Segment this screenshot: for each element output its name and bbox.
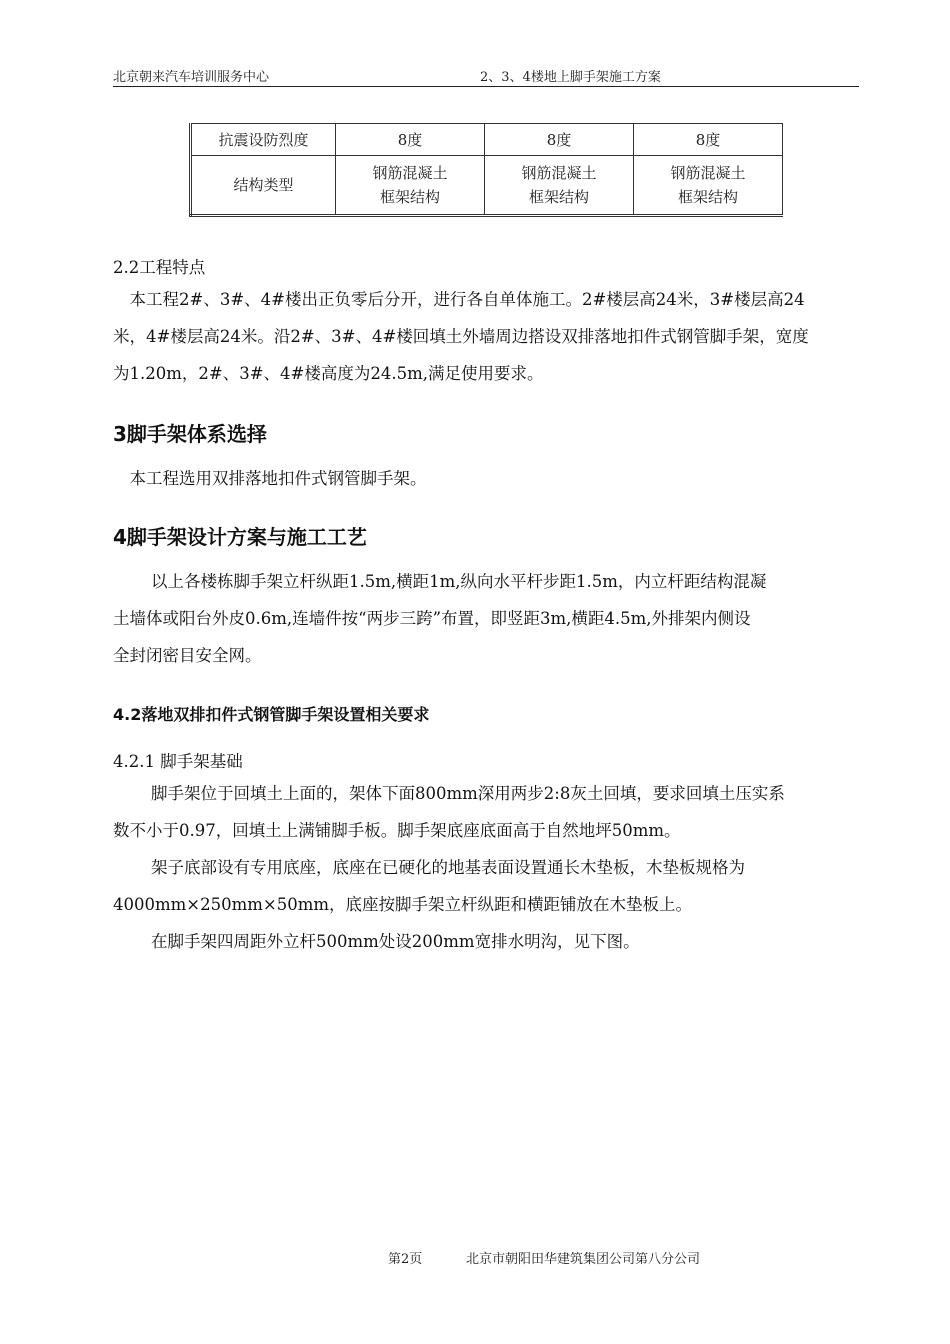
paragraph-line: 以上各楼栋脚手架立杆纵距1.5m,横距1m,纵向水平杆步距1.5m，内立杆距结构混凝: [151, 572, 767, 591]
paragraph-line: 为1.20m，2#、3#、4#楼高度为24.5m,满足使用要求。: [113, 364, 544, 383]
table-cell-line: 钢筋混凝土: [670, 164, 746, 182]
section-heading-4-2: 4.2落地双排扣件式钢管脚手架设置相关要求: [113, 705, 430, 724]
table-cell-line: 框架结构: [379, 188, 440, 206]
paragraph-line: 数不小于0.97，回填土上满铺脚手板。脚手架底座底面高于自然地坪50mm。: [113, 821, 681, 840]
paragraph-line: 全封闭密目安全网。: [113, 646, 262, 665]
table-cell-line: 框架结构: [528, 188, 589, 206]
table-row-label: 抗震设防烈度: [191, 124, 336, 156]
section-3-paragraph: [113, 460, 859, 497]
header-organization: 北京朝来汽车培训服务中心: [113, 70, 270, 85]
table-cell: 8度: [336, 124, 485, 156]
paragraph-line: 在脚手架四周距外立杆500mm处设200mm宽排水明沟，见下图。: [151, 932, 640, 951]
table-cell-line: 钢筋混凝土: [372, 164, 448, 182]
footer-company: 北京市朝阳田华建筑集团公司第八分公司: [466, 1252, 701, 1267]
foundation-paragraph-2: [113, 849, 859, 923]
section-heading-3: 3脚手架体系选择: [113, 422, 267, 446]
table-row: [191, 156, 783, 216]
section-2-2-paragraph: [113, 281, 859, 392]
footer-page-number: 第2页: [388, 1252, 423, 1267]
table-cell: [634, 156, 783, 216]
section-4-paragraph: [113, 563, 859, 674]
table-cell: [336, 156, 485, 216]
paragraph-line: 本工程选用双排落地扣件式钢管脚手架。: [113, 469, 427, 488]
paragraph-line: 米，4#楼层高24米。沿2#、3#、4#楼回填土外墙周边搭设双排落地扣件式钢管脚手架，宽度: [113, 327, 809, 346]
table-row: [191, 124, 783, 156]
table-cell: [485, 156, 634, 216]
section-heading-4: 4脚手架设计方案与施工工艺: [113, 525, 367, 549]
paragraph-line: 本工程2#、3#、4#楼出正负零后分开，进行各自单体施工。2#楼层高24米，3#楼层高24: [113, 290, 805, 309]
paragraph-line: 土墙体或阳台外皮0.6m,连墙件按“两步三跨”布置，即竖距3m,横距4.5m,外排架内侧设: [113, 609, 751, 628]
table-cell: 8度: [485, 124, 634, 156]
paragraph-line: 脚手架位于回填土上面的，架体下面800mm深用两步2:8灰土回填，要求回填土压实系: [151, 784, 785, 803]
table-cell-line: 钢筋混凝土: [521, 164, 597, 182]
building-spec-table: [189, 123, 783, 217]
paragraph-line: 4000mm×250mm×50mm，底座按脚手架立杆纵距和横距铺放在木垫板上。: [113, 895, 693, 914]
table-row-label: 结构类型: [191, 156, 336, 216]
foundation-paragraph-3: [113, 923, 859, 960]
header-divider: [113, 86, 859, 87]
table-cell: 8度: [634, 124, 783, 156]
table-cell-line: 框架结构: [677, 188, 738, 206]
section-heading-2-2: 2.2工程特点: [113, 258, 206, 277]
section-heading-4-2-1: 4.2.1 脚手架基础: [113, 752, 243, 771]
paragraph-line: 架子底部设有专用底座，底座在已硬化的地基表面设置通长木垫板，木垫板规格为: [151, 858, 745, 877]
header-document-title: 2、3、4楼地上脚手架施工方案: [480, 70, 661, 85]
foundation-paragraph-1: [113, 775, 859, 849]
